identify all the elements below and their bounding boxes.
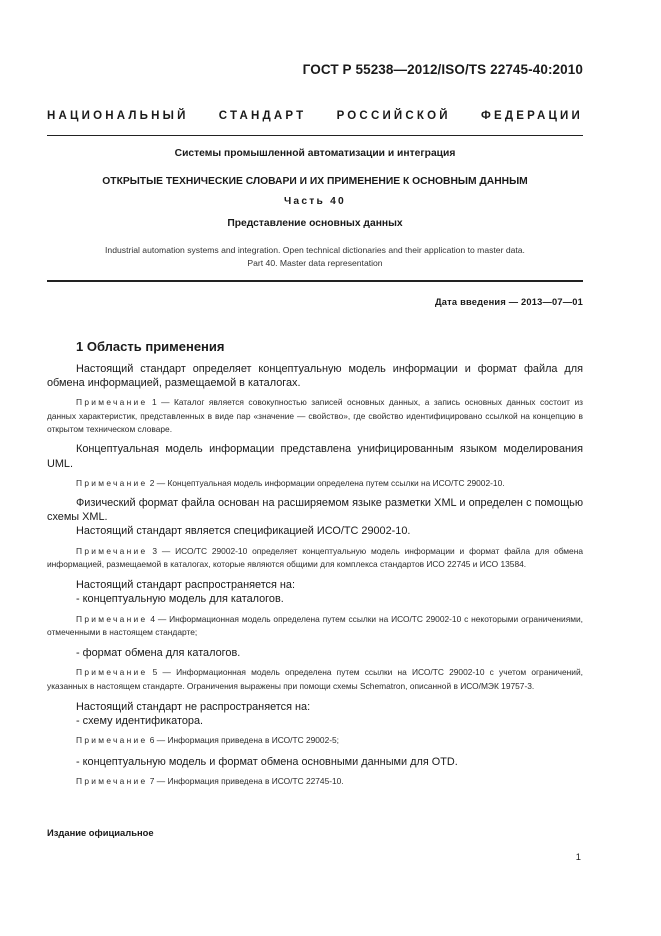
note-label: Примечание (76, 613, 148, 624)
note-text: 7 — Информация приведена в ИСО/ТС 22745-10. (147, 775, 344, 786)
list-item: - концептуальную модель для каталогов. (76, 593, 284, 606)
note-text: 6 — Информация приведена в ИСО/ТС 29002-5; (147, 735, 340, 746)
note (47, 666, 583, 693)
title-divider (47, 280, 583, 282)
note (47, 545, 583, 572)
section-heading: 1 Область применения (76, 339, 225, 354)
note-label: Примечание (76, 477, 148, 488)
note (47, 477, 583, 490)
title-series: Системы промышленной автоматизации и интеграция (174, 148, 456, 159)
title-english (47, 244, 583, 270)
header-divider (47, 135, 583, 136)
paragraph: Настоящий стандарт определяет концептуальную модель информации и формат файла для обмена информацией, размещаемой в каталогах. (47, 363, 583, 390)
note (47, 734, 583, 747)
title-subtitle: Представление основных данных (227, 218, 403, 229)
paragraph: Настоящий стандарт является спецификацией ИСО/ТС 29002-10. (76, 525, 411, 538)
page-number: 1 (575, 851, 581, 862)
list-item: - концептуальную модель и формат обмена основными данными для OTD. (76, 755, 458, 768)
paragraph: Концептуальная модель информации представлена унифицированным языком моделирования UML. (47, 443, 583, 470)
note-label: Примечание (76, 397, 148, 408)
note-text: 4 — Информационная модель определена путем ссылки на ИСО/ТС 29002-10 с некоторыми ограничениями, отмеченными в настоящем стандарте; (47, 613, 583, 637)
paragraph: Настоящий стандарт не распространяется на: (76, 701, 311, 713)
paragraph: Настоящий стандарт распространяется на: (76, 579, 296, 592)
section-body (47, 362, 583, 788)
title-english-line-1: Industrial automation systems and integration. Open technical dictionaries and their application to master data. (105, 245, 525, 255)
edition-label: Издание официальное (47, 827, 154, 838)
note-label: Примечание (76, 545, 148, 556)
note (47, 775, 583, 788)
note-text: 3 — ИСО/ТС 29002-10 определяет концептуальную модель информации и формат файла для обмена информацией, размещаемой в каталогах, которые являются общими для комплекса стандартов ИСО 22745 и ИСО 13584. (47, 545, 583, 569)
note-label: Примечание (76, 775, 148, 786)
note-text: 5 — Информационная модель определена путем ссылки на ИСО/ТС 29002-10 с учетом ограничений, указанных в настоящем стандарте. Ограничения выражены при помощи схемы Schematron, описанной в ИСО/МЭК 19757-3. (47, 667, 583, 691)
list-item: - схему идентификатора. (76, 715, 204, 728)
note-label: Примечание (76, 735, 148, 746)
document-id: ГОСТ Р 55238—2012/ISO/TS 22745-40:2010 (302, 62, 583, 77)
title-part: Часть 40 (284, 196, 346, 207)
note (47, 396, 583, 436)
list-item: - формат обмена для каталогов. (76, 647, 241, 660)
national-standard-banner: НАЦИОНАЛЬНЫЙ СТАНДАРТ РОССИЙСКОЙ ФЕДЕРАЦИИ (47, 110, 583, 122)
note (47, 613, 583, 640)
note-label: Примечание (76, 667, 148, 678)
note-text: 1 — Каталог является совокупностью записей основных данных, а запись основных данных состоит из данных характеристик, представленных в виде пар «значение — свойство», где свойство идентифицировано ссылкой на концепцию в открытом техническом словаре. (47, 397, 583, 434)
paragraph: Физический формат файла основан на расширяемом языке разметки XML и определен с помощью схемы XML. (47, 497, 583, 524)
title-main: ОТКРЫТЫЕ ТЕХНИЧЕСКИЕ СЛОВАРИ И ИХ ПРИМЕНЕНИЕ К ОСНОВНЫМ ДАННЫМ (102, 176, 528, 187)
effective-date: Дата введения — 2013—07—01 (434, 297, 583, 307)
note-text: 2 — Концептуальная модель информации определена путем ссылки на ИСО/ТС 29002-10. (147, 477, 505, 488)
title-english-line-2: Part 40. Master data representation (247, 258, 383, 268)
